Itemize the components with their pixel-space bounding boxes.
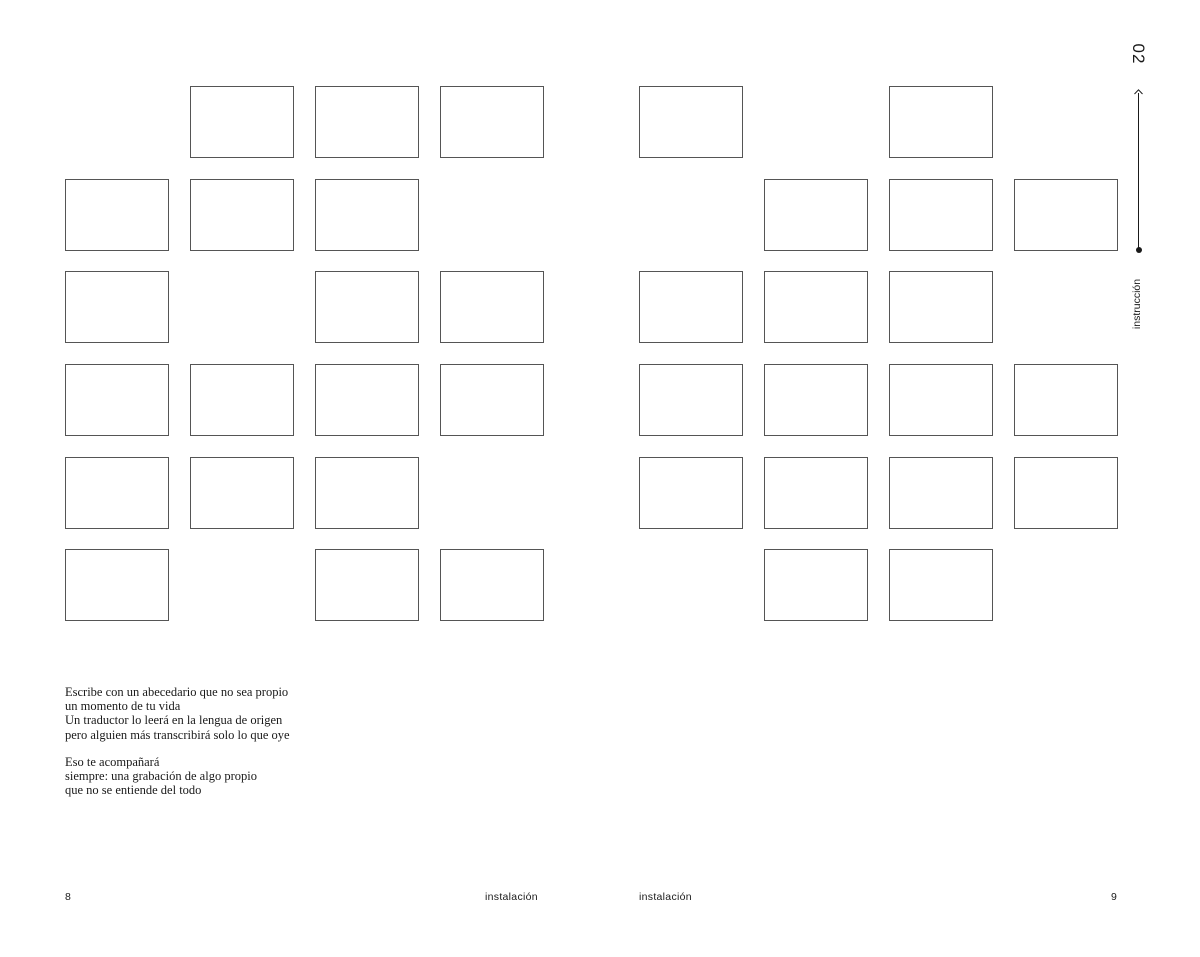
section-label-right: instalación	[639, 891, 692, 903]
poem-line: siempre: una grabación de algo propio	[65, 769, 257, 784]
poem-stanza	[65, 685, 365, 742]
grid-box-right	[889, 179, 993, 251]
poem-line: Eso te acompañará	[65, 754, 160, 769]
grid-box-right	[764, 271, 868, 343]
grid-box-left	[190, 364, 294, 436]
grid-box-left	[315, 364, 419, 436]
grid-box-right	[1014, 179, 1118, 251]
grid-box-left	[65, 457, 169, 529]
grid-box-left	[315, 179, 419, 251]
grid-box-right	[639, 271, 743, 343]
grid-box-left	[315, 457, 419, 529]
grid-box-right	[889, 271, 993, 343]
grid-box-left	[190, 179, 294, 251]
grid-box-right	[764, 457, 868, 529]
grid-box-right	[1014, 364, 1118, 436]
grid-box-right	[639, 364, 743, 436]
grid-box-left	[440, 271, 544, 343]
poem-line: Escribe con un abecedario que no sea propio	[65, 685, 289, 699]
poem-stanza	[65, 755, 365, 798]
section-number: 02	[1129, 43, 1148, 65]
grid-box-right	[889, 364, 993, 436]
poem-line: pero alguien más transcribirá solo lo que oye	[65, 727, 290, 742]
arrow-up-icon	[1134, 89, 1143, 98]
grid-box-left	[65, 179, 169, 251]
section-label-left: instalación	[485, 891, 538, 903]
poem-text	[65, 685, 365, 810]
arrow-line	[1138, 93, 1139, 250]
grid-box-right	[1014, 457, 1118, 529]
grid-box-left	[65, 549, 169, 621]
poem-line: un momento de tu vida	[65, 699, 181, 714]
side-section-label: instrucción	[1131, 278, 1143, 330]
grid-box-right	[639, 457, 743, 529]
grid-box-right	[889, 86, 993, 158]
grid-box-left	[190, 86, 294, 158]
grid-box-left	[440, 86, 544, 158]
grid-box-left	[440, 364, 544, 436]
poem-line: Un traductor lo leerá en la lengua de origen	[65, 713, 283, 728]
grid-box-left	[315, 271, 419, 343]
grid-box-right	[764, 179, 868, 251]
page-number-right: 9	[1111, 891, 1118, 903]
poem-line: que no se entiende del todo	[65, 783, 202, 798]
grid-box-left	[440, 549, 544, 621]
grid-box-right	[639, 86, 743, 158]
grid-box-left	[65, 364, 169, 436]
grid-box-left	[315, 86, 419, 158]
arrow-dot	[1136, 247, 1142, 253]
grid-box-right	[764, 364, 868, 436]
grid-box-right	[889, 457, 993, 529]
grid-box-left	[190, 457, 294, 529]
grid-box-left	[315, 549, 419, 621]
grid-box-left	[65, 271, 169, 343]
grid-box-right	[889, 549, 993, 621]
grid-box-right	[764, 549, 868, 621]
page-number-left: 8	[65, 891, 72, 903]
